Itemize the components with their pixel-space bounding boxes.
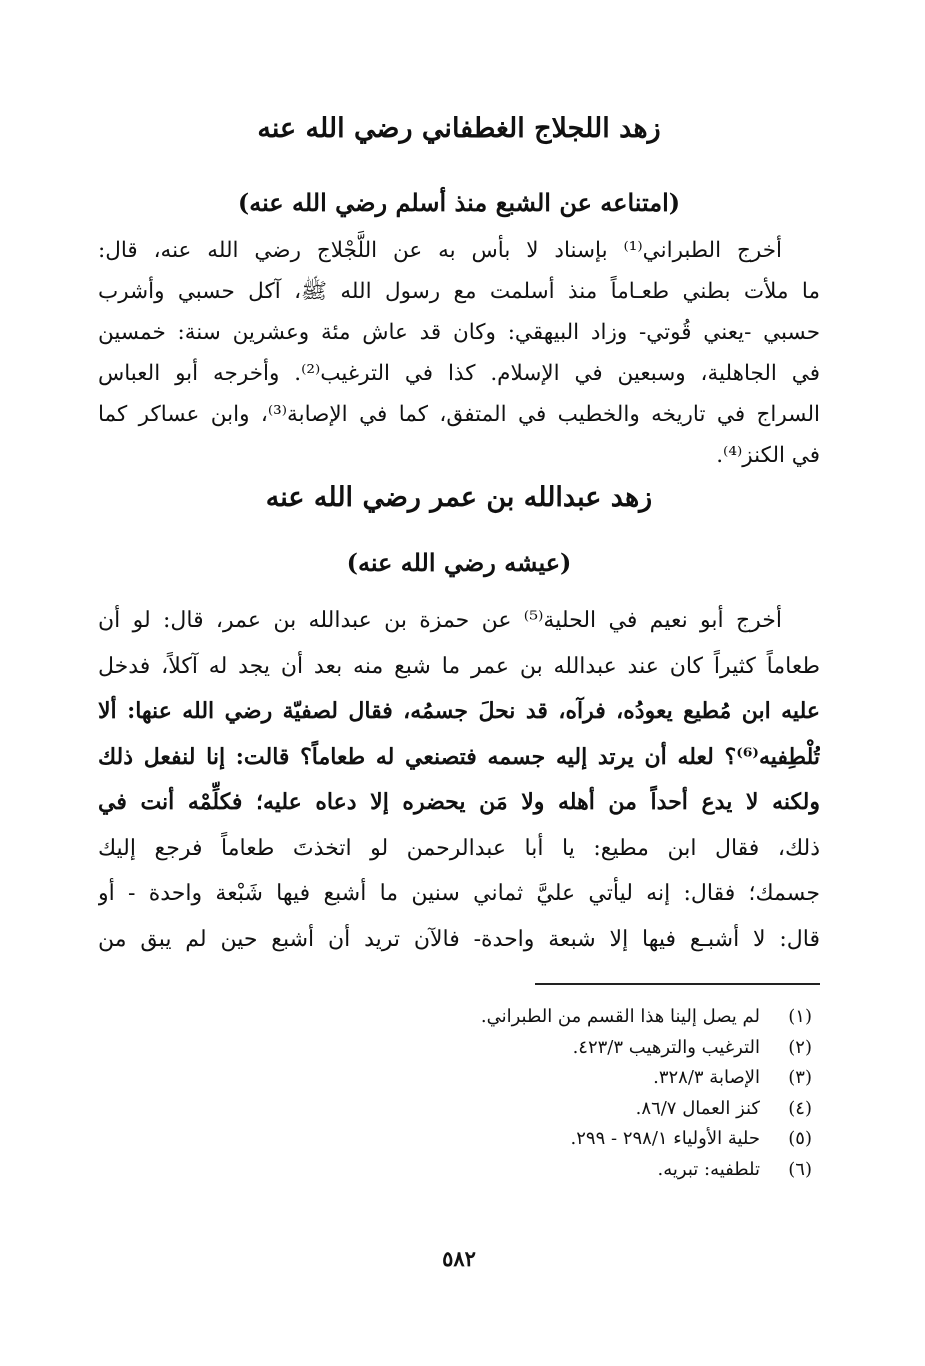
text-line: في الجاهلية، وسبعين في الإسلام. كذا في الترغيب⁽²⁾. وأخرجه أبو العباس (98, 361, 820, 386)
text-line: في الكنز⁽⁴⁾. (716, 443, 820, 468)
page-number: ٥٨٢ (442, 1246, 476, 1271)
footnote (312, 1033, 812, 1064)
section-subheading: (امتناعه عن الشبع منذ أسلم رضي الله عنه) (237, 188, 681, 217)
footnote-text: تلطفيه: تبريه. (657, 1158, 760, 1180)
footnote-number: (٦) (788, 1158, 812, 1180)
footnote-text: كنز العمال ٨٦/٧. (635, 1097, 760, 1119)
footnote (312, 1002, 812, 1033)
text-line: ذلك، فقال ابن مطيع: يا أبا عبدالرحمن لو اتخذتَ طعاماً فرجع إليك (98, 835, 820, 861)
footnote-number: (٢) (788, 1036, 812, 1058)
text-line: تُلْطِفيه⁽⁶⁾؟ لعله أن يرتد إليه جسمه فتصنعي له طعاماً؟ قالت: إنا لنفعل ذلك (98, 743, 820, 770)
section-heading: زهد عبدالله بن عمر رضي الله عنه (265, 482, 653, 513)
paragraph-lajlaj (98, 230, 820, 476)
footnote (312, 1155, 812, 1186)
text-line: ما ملأت بطني طعـاماً منذ أسلمت مع رسول الله ﷺ، آكل حسبي وأشرب (98, 279, 820, 304)
text-line: أخرج أبو نعيم في الحلية⁽⁵⁾ عن حمزة بن عبدالله بن عمر، قال: لو أن (98, 608, 782, 633)
footnote-separator (535, 983, 820, 985)
footnote (312, 1124, 812, 1155)
paragraph-ibn-umar (98, 598, 820, 962)
footnote-text: الإصابة ٣٢٨/٣. (653, 1067, 760, 1088)
footnote-number: (١) (788, 1006, 812, 1027)
footnote (312, 1094, 812, 1125)
footnote-text: الترغيب والترهيب ٤٢٣/٣. (572, 1036, 760, 1058)
footnotes (312, 1002, 812, 1185)
text-line: جسمك؛ فقال: إنه ليأتي عليَّ ثماني سنين ما أشبع فيها شَبْعة واحدة - أو (98, 881, 820, 906)
text-line: قال: لا أشبـع فيها إلا شبعة واحدة- فالآن تريد أن أشبع حين لم يبق من (98, 926, 820, 952)
text-line: السراج في تاريخه والخطيب في المتفق، كما في الإصابة⁽³⁾، وابن عساكر كما (98, 402, 820, 427)
footnote-number: (٤) (788, 1097, 812, 1119)
footnote-number: (٣) (788, 1067, 812, 1088)
text-line: ولكنه لا يدع أحداً من أهله ولا مَن يحضره إلا دعاه عليه؛ فكلِّمْه أنت في (98, 789, 820, 815)
text-line: حسبي -يعني قُوتي- وزاد البيهقي: وكان قد عاش مئة وعشرين سنة: خمسين (98, 320, 820, 345)
footnote-text: لم يصل إلينا هذا القسم من الطبراني. (480, 1006, 760, 1027)
text-line: طعاماً كثيراً كان عند عبدالله بن عمر ما شبع منه بعد أن يجد له آكلاً، فدخل (98, 653, 820, 679)
section-subheading: (عيشه رضي الله عنه) (346, 548, 572, 577)
text-line: أخرج الطبراني⁽¹⁾ بإسناد لا بأس به عن اللَّجْلاج رضي الله عنه، قال: (98, 238, 782, 263)
footnote (312, 1063, 812, 1094)
text-line: عليه ابن مُطيع يعودُه، فرآه، قد نحلَ جسمُه، فقال لصفيّة رضي الله عنها: ألا (98, 698, 820, 724)
section-heading: زهد اللجلاج الغطفاني رضي الله عنه (257, 113, 661, 144)
footnote-text: حلية الأولياء ٢٩٨/١ - ٢٩٩. (570, 1128, 760, 1149)
footnote-number: (٥) (788, 1128, 812, 1149)
book-page (98, 0, 820, 1366)
